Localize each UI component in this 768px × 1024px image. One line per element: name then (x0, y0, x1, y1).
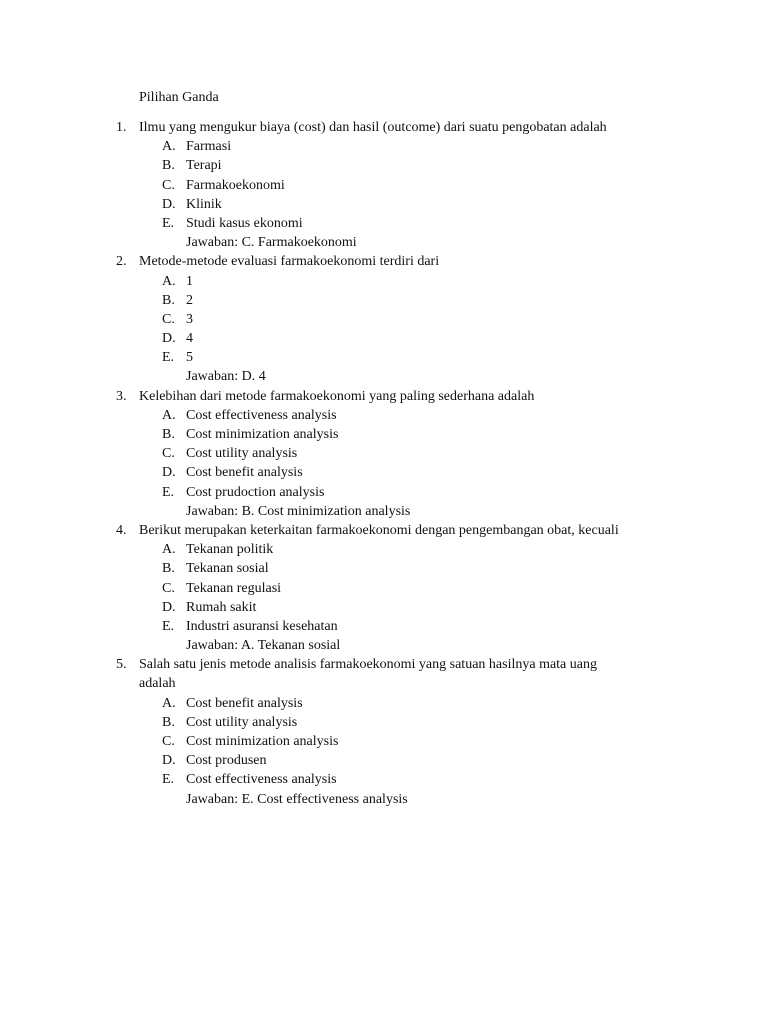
option-text: Cost utility analysis (186, 714, 298, 730)
option-text: 5 (186, 350, 193, 366)
option-text: Farmasi (186, 139, 232, 155)
option-text: Cost minimization analysis (186, 734, 339, 749)
question-item (0, 521, 768, 655)
answer-option (0, 176, 768, 195)
answer-option (0, 406, 768, 425)
answer-key-line (0, 502, 768, 521)
option-text: Terapi (186, 158, 222, 174)
option-letter: D. (162, 196, 176, 212)
option-text: Farmakoekonomi (186, 177, 285, 193)
option-letter: C. (162, 177, 175, 193)
answer-key: Jawaban: A. Tekanan sosial (186, 638, 341, 654)
answer-option (0, 751, 768, 770)
option-text: Industri asuransi kesehatan (186, 618, 338, 634)
answer-option (0, 214, 768, 233)
option-text: 1 (186, 273, 193, 289)
answer-option (0, 348, 768, 367)
section-heading: Pilihan Ganda (139, 90, 219, 105)
option-letter: B. (162, 714, 175, 730)
option-text: 3 (186, 311, 193, 327)
question-line (0, 118, 768, 137)
option-letter: A. (162, 139, 176, 155)
question-item (0, 387, 768, 521)
answer-key: Jawaban: D. 4 (186, 369, 266, 385)
option-letter: B. (162, 427, 175, 442)
option-text: Cost utility analysis (186, 446, 298, 462)
question-number: 3. (116, 388, 127, 404)
option-letter: E. (162, 772, 175, 788)
answer-key: Jawaban: E. Cost effectiveness analysis (186, 791, 408, 807)
option-letter: E. (162, 484, 175, 500)
option-text: Tekanan politik (186, 542, 274, 558)
option-letter: A. (162, 542, 176, 558)
question-number: 4. (116, 522, 127, 538)
option-letter: D. (162, 753, 176, 769)
option-text: Cost effectiveness analysis (186, 407, 337, 423)
answer-option (0, 195, 768, 214)
question-line (0, 655, 768, 674)
option-text: Cost prudoction analysis (186, 484, 325, 500)
question-item (0, 252, 768, 386)
option-letter: B. (162, 158, 175, 174)
answer-option (0, 329, 768, 348)
option-letter: D. (162, 331, 176, 347)
answer-option (0, 137, 768, 156)
option-text: Cost benefit analysis (186, 695, 303, 711)
option-text: 2 (186, 292, 193, 308)
question-item (0, 655, 768, 809)
option-text: Cost benefit analysis (186, 465, 303, 481)
answer-option (0, 770, 768, 789)
question-text: Metode-metode evaluasi farmakoekonomi terdiri dari (139, 254, 440, 270)
answer-option (0, 425, 768, 444)
option-text: 4 (186, 331, 193, 347)
option-letter: C. (162, 446, 175, 462)
answer-key-line (0, 367, 768, 386)
option-text: Klinik (186, 196, 222, 212)
option-letter: C. (162, 734, 175, 749)
option-letter: E. (162, 350, 175, 366)
answer-option (0, 463, 768, 482)
answer-option (0, 540, 768, 559)
option-letter: D. (162, 465, 176, 481)
option-text: Tekanan sosial (186, 561, 269, 577)
option-text: Cost minimization analysis (186, 427, 339, 442)
answer-option (0, 694, 768, 713)
question-item (0, 118, 768, 252)
option-letter: E. (162, 215, 175, 231)
question-line (0, 252, 768, 271)
option-letter: B. (162, 292, 175, 308)
question-line (0, 387, 768, 406)
answer-option (0, 713, 768, 732)
question-list (0, 118, 768, 809)
option-text: Cost effectiveness analysis (186, 772, 337, 788)
question-text: Ilmu yang mengukur biaya (cost) dan hasil (outcome) dari suatu pengobatan adalah (139, 120, 607, 135)
answer-option (0, 291, 768, 310)
answer-key-line (0, 636, 768, 655)
question-number: 5. (116, 657, 127, 673)
answer-option (0, 272, 768, 291)
option-letter: A. (162, 407, 176, 423)
option-text: Cost produsen (186, 753, 267, 769)
option-letter: E. (162, 618, 175, 634)
option-letter: B. (162, 561, 175, 577)
option-text: Studi kasus ekonomi (186, 215, 303, 231)
option-letter: C. (162, 311, 175, 327)
question-line (0, 521, 768, 540)
question-number: 2. (116, 254, 127, 270)
answer-option (0, 444, 768, 463)
option-text: Tekanan regulasi (186, 580, 282, 596)
answer-option (0, 559, 768, 578)
answer-option (0, 617, 768, 636)
answer-option (0, 483, 768, 502)
answer-key: Jawaban: B. Cost minimization analysis (186, 503, 411, 519)
answer-key-line (0, 790, 768, 809)
option-letter: D. (162, 599, 176, 615)
question-text: Berikut merupakan keterkaitan farmakoekonomi dengan pengembangan obat, kecuali (139, 522, 619, 538)
answer-key: Jawaban: C. Farmakoekonomi (186, 235, 357, 251)
option-letter: C. (162, 580, 175, 596)
option-letter: A. (162, 695, 176, 711)
answer-option (0, 310, 768, 329)
question-text: adalah (139, 676, 176, 692)
answer-option (0, 579, 768, 598)
option-text: Rumah sakit (186, 599, 257, 615)
answer-option (0, 598, 768, 617)
question-line (0, 674, 768, 693)
answer-option (0, 156, 768, 175)
question-text: Salah satu jenis metode analisis farmakoekonomi yang satuan hasilnya mata uang (139, 657, 597, 673)
question-text: Kelebihan dari metode farmakoekonomi yang paling sederhana adalah (139, 388, 535, 404)
answer-option (0, 732, 768, 751)
question-number: 1. (116, 120, 127, 135)
answer-key-line (0, 233, 768, 252)
option-letter: A. (162, 273, 176, 289)
